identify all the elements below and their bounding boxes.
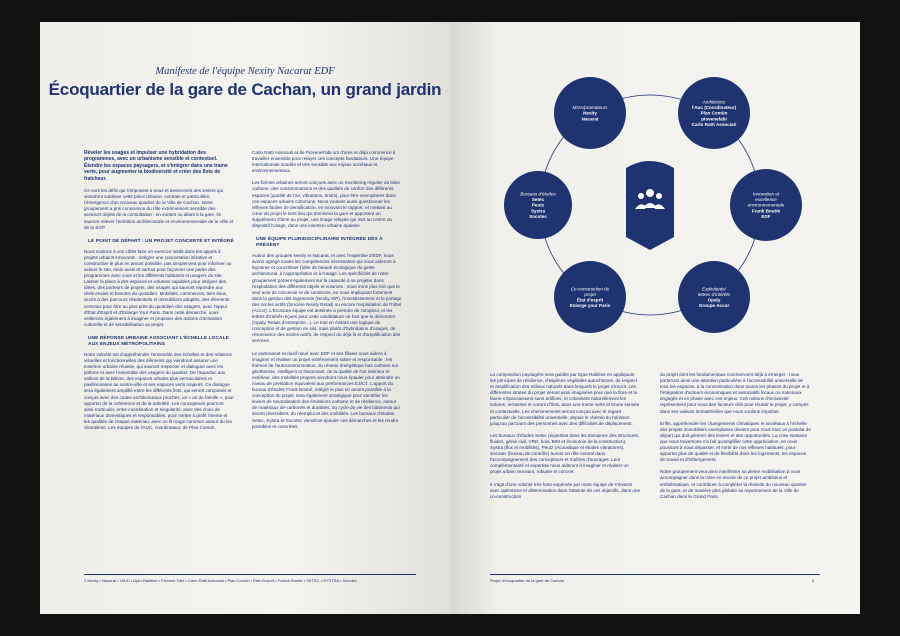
diagram-node-role: Exploitants/ (702, 286, 726, 292)
reponse-paragraph: Notre volonté est d'appréhender l'ensemble des échelles et des relations visuelles et fonctionnelles des éléments qui viendront assurer une insertion urbaine réussie, qui sauront respecter et dialoguer avec les piétons et avec l'ensemble des usagers du quartier. De l'aqueduc aux vallons de la Bièvre, des espaces urbains plus vernaculaires et pavillonnaires au centre-ville et ses espaces verts majeurs. Ce dialogue sera également amplifié entre les différents îlots, qui seront composés et conçus avec des codes architecturaux proches, un « air de famille », pour apporter de la cohérence et de la sobriété. Les concepteurs pourront ainsi s'articuler, entre coordination et singularité, avec des choix de matériaux domestiques et responsables, pour mettre à profit l'inertie et les qualités de chaque matériau, avec un fil rouge commun autour du bio climatisme. Les équipes de l'AUC, coordinateur, de Plan Comün, (84, 351, 234, 431)
right-paragraph-2: Les bureaux d'études Setec (expertise dans les domaines des structures, fluides, génie civil, VRD, bois, BIM et économie de la construction), Systra (flux et mobilités), Peutz (Acoustique et études vibratoires), Socotec (bureau de contrôle) auront un rôle central dans l'accompagnement des concepteurs et maîtres d'ouvrages. Leur complémentarité et expertise nous aideront à imaginer et réaliser un projet urbain innovant, robuste et concret. (490, 432, 640, 475)
diagram-node-name: EDF (761, 213, 771, 219)
diagram-node-name: État d'esprit (576, 297, 604, 303)
diagram-node-name: l'Auc (Coordinateur) (691, 105, 737, 111)
right-column-1 (490, 372, 640, 506)
diagram-node-role: projet (584, 291, 596, 297)
left-column-2 (252, 150, 402, 436)
footer-rule-left (84, 574, 416, 575)
diagram-node-name: Systra (530, 208, 546, 214)
left-page (40, 22, 450, 614)
right-paragraph-4: du projet dont les fondamentaux commencent déjà à émerger : nous porterons ainsi une attention particulière à l'accessibilité universelle de tous les espaces, à la concentration dans toutes les phases du projet et à l'intégration d'acteurs économiques et associatifs locaux ou nationaux engagés et en phase avec ces enjeux. Ces notions d'inclusivité représentent pour nous des facteurs clés pour réussir le projet, y compris dans ses valeurs immatérielles que nous voulons impulser. (660, 372, 810, 414)
diagram-node-name: Plan Comün (700, 110, 728, 116)
equipe-paragraph: Autour des groupes Nexity et Nacarat, et avec l'expertise d'EDF, nous avons agrégé toutes les compétences nécessaires qui nous aideront à façonner et concrétiser l'idée de beauté écologique du geste architectural, à l'appropriation et à l'usage. Les spécificités de notre groupement portent également sur la capacité à se projeter dans l'exploitation des différents objets et volumes : nous irons plus loin que le seul acte de concevoir et de construire, en nous impliquant fortement dans la gestion des logements (Nexity SIP), l'investissement et le portage des socles actifs (foncière Nexity Retail) ou encore l'exploitation de l'hôtel (Accor). L'ÉcoGare équipe est destinée à prendre de l'ampleur, et les lettres d'intérêt reçues pour cette candidature ne font que le démontrer (Opaly, Relais d'entreprise...). Le tout en évitant une logique de conception et de gestion en silo, mais plutôt d'hybridation d'usages, de résonnance des socles actifs, de respect du déjà là et d'amplification des services. (252, 253, 402, 344)
heading-point-depart: LE POINT DE DÉPART : UN PROJET CONCERTÉ ET INTÉGRÉ (88, 238, 234, 244)
right-paragraph-5: Enfin, appréhender les changements climatiques et sociétaux à l'échelle des projets immobiliers exemplaires devient pour nous tous un postulat de départ qui doit générer des leviers et des opportunités. La crise sanitaire que nous traversons n'a fait qu'amplifier cette appréciation, en nous poussant à nous dépasser, et sortir de nos réflexes habituels, pour apporter plus de qualité et de flexibilité dans les logements, les espaces de travail et d'hébergement. (660, 420, 811, 463)
team-diagram (450, 22, 860, 352)
diagram-node-role: Innovation et (752, 191, 780, 197)
diagram-node-role: excellence (755, 197, 777, 203)
diagram-node-role: Bureaux d'études (520, 191, 556, 197)
col2-paragraph-a: Carlo Ratti Associati et de PioveneFabi ont d'ores et déjà commencé à travailler ensemble pour relayer ces concepts fondateurs. Une équipe internationale soudée et très sensible aux enjeux sociétaux et environnementaux. (252, 150, 396, 174)
diagram-node-name: Nexity (583, 110, 597, 116)
diagram-node-role: MOA/promoteurs (572, 105, 608, 111)
diagram-node-role: Architectes (702, 99, 726, 105)
right-paragraph-6: Notre groupement veut ainsi manifester sa pleine mobilisation à vous accompagner dans la mise en œuvre de ce projet ambitieux et emblématique, et contribuer à compléter la réussite du nouveau quartier de la gare, et de manière plus globale au rayonnement de la Ville de Cachan dans le Grand Paris. (660, 469, 807, 499)
magazine-spread (40, 22, 860, 614)
right-page (450, 22, 860, 614)
diagram-node-name: Enlarge your Paris (569, 303, 611, 309)
left-column-1 (84, 150, 234, 437)
diagram-node-name: Socotec (529, 213, 547, 219)
right-paragraph-1: La composition paysagère sera guidée par Djao-Rakitine en appliquant les principes de résilience, d'espèces végétales autochtones, de respect et amplification des milieux naturels dans lesquels le projet s'inscrit. Les différentes strates du projet seront ainsi imaginées pour que la flore et la faune s'épanouissent sans artifices, et colonisent naturellement les toitures, terrasses et cœurs d'îlots, dans une trame verte et brune sensée et contextuelle. Les cheminements seront conçus avec le regard particulier de l'accessibilité universelle, depuis le chemin du hérisson jusqu'au parcours des personnes avec des difficultés de déplacement. (490, 372, 640, 426)
footer-rule-right (490, 574, 820, 575)
footer-partners: 2 Nexity • Nacarat • l'AUC • Djao-Rakitine • Piovene Fabi • Carlo Ratti Associati • Plan Comün • État d'esprit • Franck Boutté • SETEC • SYSTRA • Socotec (84, 578, 358, 583)
page-title: Écoquartier de la gare de Cachan, un grand jardin (48, 80, 442, 99)
right-paragraph-3: Il s'agit d'une volonté très forte exprimée par notre équipe de s'investir avec optimisme et détermination dans l'atteinte de ces objectifs, dans une co-construction (490, 481, 641, 499)
diagram-node-name: Carlo Ratti Associati (691, 121, 737, 127)
diagram-node-name: Groupe Accor (698, 303, 730, 309)
heading-reponse-urbaine: UNE RÉPONSE URBAINE ASSOCIANT L'ÉCHELLE LOCALE AUX ENJEUX MÉTROPOLITAINS (88, 335, 229, 347)
heading-equipe: UNE ÉQUIPE PLURIDISCIPLINAIRE INTÉGRÉE DÈS À PRÉSENT (256, 237, 383, 249)
diagram-node-name: Frank Boutté (751, 208, 781, 214)
diagram-node-role: Co-construction du (570, 286, 610, 292)
right-column-2 (660, 372, 812, 506)
diagram-node-name: Peutz (531, 202, 545, 208)
diagram-node-name: Setec (531, 197, 545, 203)
col2-paragraph-b: Les formes urbaines seront conçues avec un monitoring régulier du bilan carbone, des consommations et des qualités de confort des différents espaces (qualité de l'air, vibrations, bruits), pour être exemplaires dans ces espaces urbains communs. Nous voulons aussi questionner les réflexes faciles de densification, en innovant le rapport, et mettant au cœur du projet le tiers lieu qui dominera la gare et apportera un supplément d'âme au projet, une image relayée qui met au centre du dispositif l'usage, dans une insertion urbaine apaisée. (252, 180, 401, 229)
point-paragraph: Nous voulons à vos côtés faire un exercice inédit dans les appels à projets urbains innovants : intégrer une concertation itérative et constructive le plus en amont possible, pas simplement pour informer ou activer le site, mais aussi et surtout pour façonner une partie des programmes avec vous et les différents habitants et usagers du site. Laisser la place à des espaces et volumes capables pour intégrer des idées, des porteurs de projets, des usages qui sauront répondre aux réels envies et besoins du quotidien. Mobilités, commerces, tiers lieux, accès à des parcours résidentiels et immobiliers adaptés, des éléments centraux pour être au plus près du quotidien des usagers, avec l'appui d'État d'Esprit et d'Enlarge Your Paris. Dans cette démarche, nous veillerons également à imaginer et proposer des actions d'activation culturelle et de sensibilisation au projet. (84, 248, 232, 327)
diagram-node-role: environnementale (747, 202, 785, 208)
lead-paragraph: Révéler les usages et impulser une hybridation des programmes, avec un urbanisme sensible et contextuel. Étendre les espaces paysagers, et s'intégrer dans une trame verte, pour augmenter la biodiversité et créer des îlots de fraîcheur. (84, 150, 228, 182)
footer-page-number: 3 (812, 578, 815, 583)
col2-paragraph-c: Le partenariat exclusif noué avec EDF et ses filiales nous aidera à imaginer et réaliser un projet extrêmement sobre et responsable : les thèmes de l'autoconsommation, du réseau énergétique bas carbone sur géothermie, intelligent et foisonnant, de la qualité de l'air intérieur et extérieur, des mobilités propres viendront nous épauler pour atteindre un niveau de prestation équivalent aux performances E3/C4. L'apport du bureau d'études Frank Boutté, intégré le plus en amont possible à la conception du projet, sera également stratégique pour identifier les leviers de neutralisation des émissions carbone et de résilience, autour de matériaux dé-carbonés et durables, du cycle de vie des bâtiments qui seront réversibles, du réemploi et des mobilités. Les bureaux d'études Setec, Systra et Socotec viendront épauler ces démarches et les rendre possibles et concrètes. (252, 350, 400, 429)
manifesto-subtitle: Manifeste de l'équipe Nexity Nacarat EDF (155, 66, 335, 77)
footer-project-title: Projet d'écoquartier de la gare de Cachan (490, 578, 564, 583)
diagram-node-role: lettres d'intérêts (697, 291, 731, 297)
diagram-node-name: Opaly (707, 297, 721, 303)
diagram-node-name: piovenefabi (701, 116, 727, 122)
intro-paragraph: Ce sont les défis qui s'imposent à nous et deviennent des leviers qui viendront sublimer cette pièce urbaine, centrale et particulière, l'émergence d'un nouveau quartier de la Ville de Cachan. Notre groupement a pris conscience du rôle extrêmement sensible des secteurs objets de la consultation : en sortant ou allant à la gare, ils sauront relever l'ambition architecturale et environnementale de la Ville et de la SGP. (84, 188, 234, 230)
diagram-node-name: Nacarat (581, 116, 599, 122)
